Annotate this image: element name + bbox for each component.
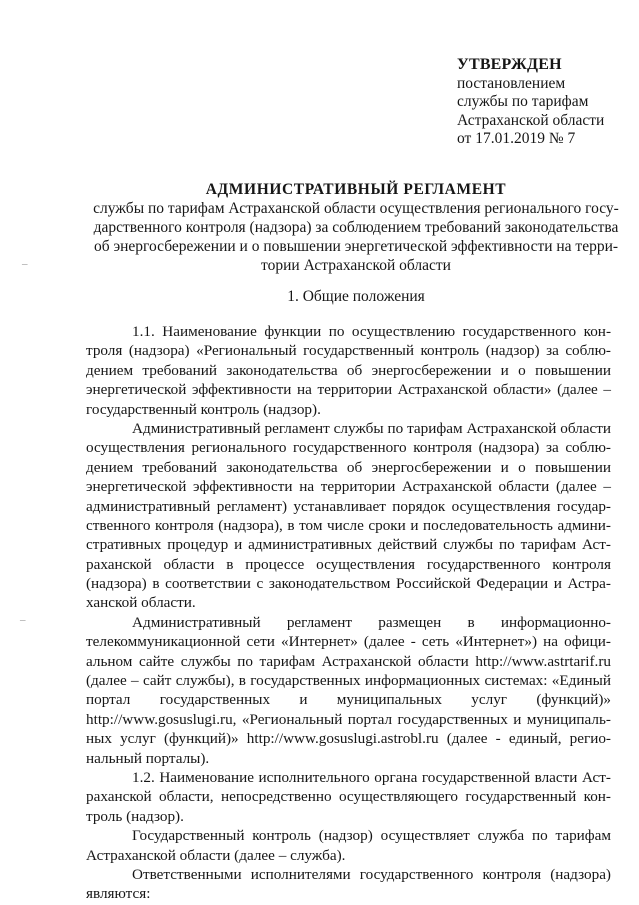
body-line: 1.2. Наименование исполнительного органа государственной власти Аст-	[132, 768, 611, 786]
document-title	[86, 180, 626, 275]
body-line: раханской области в процессе осуществления государственного контроля	[86, 555, 611, 573]
body-line: Административный регламент службы по тарифам Астраханской области	[132, 419, 611, 437]
section-heading: 1. Общие положения	[287, 288, 425, 305]
approval-line: службы по тарифам	[457, 93, 589, 110]
scan-mark: –	[20, 614, 26, 626]
document-title-line: службы по тарифам Астраханской области осуществления регионального госу-	[93, 200, 619, 217]
body-line: Административный регламент размещен в информационно-	[132, 613, 611, 631]
body-line: телекоммуникационной сети «Интернет» (далее - сеть «Интернет») на офици-	[86, 633, 611, 651]
body-line: энергетической эффективности на территории Астраханской области» (далее –	[86, 381, 611, 399]
body-line: Астраханской области (далее – служба).	[86, 846, 346, 864]
body-line: дением требований законодательства об энергосбережении и о повышении	[86, 361, 611, 379]
body-line: дением требований законодательства об энергосбережении и о повышении	[86, 458, 611, 476]
body-line: Ответственными исполнителями государственного контроля (надзора)	[132, 865, 611, 883]
scan-mark: –	[22, 258, 28, 270]
body-line: ных услуг (функций)» http://www.gosuslugi.astrobl.ru (далее - единый, регио-	[86, 730, 611, 748]
approval-line: от 17.01.2019 № 7	[457, 130, 576, 147]
body-line: административный регламент) устанавливает порядок осуществления государ-	[86, 497, 611, 515]
body-line: ханской области.	[86, 594, 196, 612]
document-title-line: дарственного контроля (надзора) за соблюдением требований законодательства	[93, 219, 619, 236]
body-line: троля (надзора) «Региональный государственный контроль (надзор) за соблю-	[86, 342, 611, 360]
document-title-line: об энергосбережении и о повышении энергетической эффективности на терри-	[93, 238, 619, 255]
body-line: (надзора) в соответствии с законодательством Российской Федерации и Астра-	[86, 575, 611, 593]
body-line: стративных процедур и административных действий службы по тарифам Аст-	[86, 536, 611, 554]
approval-block	[457, 56, 604, 149]
approval-line: постановлением	[457, 74, 566, 92]
body-line: нальный порталы).	[86, 749, 210, 767]
body-line: альном сайте службы по тарифам Астраханской области http://www.astrtarif.ru	[86, 652, 611, 670]
document-title-line: тории Астраханской области	[261, 257, 451, 274]
body-line: осуществления регионального государственного контроля (надзора) за соблю-	[86, 439, 611, 457]
body-line: раханской области, непосредственно осуществляющего государственный кон-	[86, 788, 611, 806]
body-line: 1.1. Наименование функции по осуществлению государственного кон-	[132, 323, 611, 340]
body-line: (далее – сайт службы), в государственных информационных системах: «Единый	[86, 672, 611, 690]
body-line: троль (надзор).	[86, 807, 184, 825]
body-line: государственный контроль (надзор).	[86, 400, 321, 418]
body-line: Государственный контроль (надзор) осуществляет служба по тарифам	[132, 827, 611, 845]
body-line: портал государственных и муниципальных услуг (функций)»	[86, 691, 611, 709]
body-line: энергетической эффективности на территории Астраханской области (далее –	[86, 478, 611, 496]
body-line: являются:	[86, 885, 151, 903]
body-text	[86, 322, 611, 904]
approval-line: Астраханской области	[457, 111, 605, 129]
body-line: http://www.gosuslugi.ru, «Региональный портал государственных и муниципаль-	[86, 710, 611, 728]
document-title-main: АДМИНИСТРАТИВНЫЙ РЕГЛАМЕНТ	[205, 181, 507, 198]
approval-heading: УТВЕРЖДЕН	[457, 56, 562, 73]
body-line: ственного контроля (надзора), в том числе сроки и последовательность админи-	[86, 516, 611, 534]
